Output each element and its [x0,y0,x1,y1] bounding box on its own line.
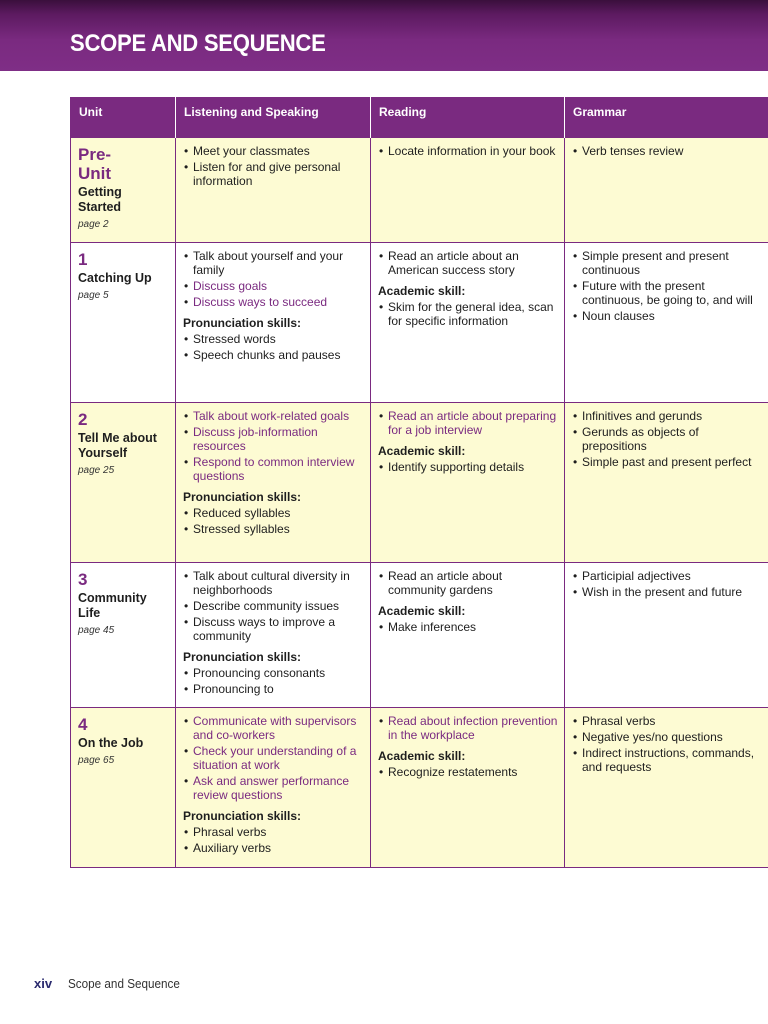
list-item: • Discuss ways to succeed [183,295,364,309]
unit-number: 1 [78,250,88,269]
reading-cell [371,138,565,243]
academic-list [378,300,558,328]
grammar-list [572,409,763,469]
listening-list [183,409,364,483]
grammar-cell [565,563,768,708]
list-item: • Future with the present continuous, be going to, and will [572,279,763,307]
list-item: • Discuss ways to improve a community [183,615,364,643]
reading-list [378,144,558,158]
list-item: • Ask and answer performance review questions [183,774,364,802]
listening-speaking-cell [176,563,371,708]
reading-cell [371,243,565,403]
list-item: • Read an article about community gardens [378,569,558,597]
grammar-cell [565,138,768,243]
grammar-list [572,249,763,323]
list-item: • Participial adjectives [572,569,763,583]
list-item: • Talk about work-related goals [183,409,364,423]
list-item: • Talk about cultural diversity in neighborhoods [183,569,364,597]
academic-list [378,620,558,634]
unit-cell [71,563,176,708]
footer-section-title: Scope and Sequence [67,976,180,991]
unit-cell [71,708,176,868]
pronunciation-skills-label: Pronunciation skills: [183,316,302,330]
reading-cell [371,708,565,868]
listening-list [183,144,364,188]
list-item: • Infinitives and gerunds [572,409,763,423]
pronunciation-skills-label: Pronunciation skills: [183,650,302,664]
list-item: • Pronouncing consonants [183,666,364,680]
unit-number: 3 [78,570,88,589]
unit-cell [71,243,176,403]
grammar-cell [565,243,768,403]
list-item: • Negative yes/no questions [572,730,763,744]
pronunciation-skills-label: Pronunciation skills: [183,809,302,823]
list-item: • Pronouncing to [183,682,364,696]
academic-list [378,765,558,779]
unit-number: Pre- Unit [78,145,112,183]
listening-list [183,249,364,309]
list-item: • Phrasal verbs [183,825,364,839]
column-header-grammar: Grammar [565,97,768,138]
page-header-band [0,0,768,71]
reading-list [378,714,558,742]
pronunciation-list [183,332,364,362]
unit-page-ref: page 5 [78,290,109,301]
unit-title: Getting Started [78,185,122,214]
unit-page-ref: page 45 [78,625,115,636]
reading-list [378,249,558,277]
list-item: • Simple past and present perfect [572,455,763,469]
pronunciation-list [183,825,364,855]
pronunciation-skills-label: Pronunciation skills: [183,490,302,504]
academic-skill-label: Academic skill: [378,444,466,458]
list-item: • Talk about yourself and your family [183,249,364,277]
list-item: • Describe community issues [183,599,364,613]
list-item: • Recognize restatements [378,765,558,779]
column-header-reading: Reading [371,97,565,138]
table-header-row [71,97,768,138]
unit-page-ref: page 25 [78,465,115,476]
list-item: • Identify supporting details [378,460,558,474]
reading-list [378,409,558,437]
list-item: • Listen for and give personal information [183,160,364,188]
unit-title: Catching Up [78,271,152,285]
grammar-cell [565,708,768,868]
listening-speaking-cell [176,403,371,563]
list-item: • Stressed words [183,332,364,346]
unit-title: On the Job [78,736,144,750]
table-row [71,708,768,868]
list-item: • Speech chunks and pauses [183,348,364,362]
unit-cell [71,403,176,563]
page-title: SCOPE AND SEQUENCE [70,30,326,57]
unit-number: 2 [78,410,88,429]
academic-skill-label: Academic skill: [378,604,466,618]
list-item: • Discuss job-information resources [183,425,364,453]
list-item: • Simple present and present continuous [572,249,763,277]
list-item: • Stressed syllables [183,522,364,536]
footer-page-number: xiv [34,976,53,991]
list-item: • Verb tenses review [572,144,763,158]
unit-title: Tell Me about Yourself [78,431,157,460]
list-item: • Read an article about an American success story [378,249,558,277]
page-footer [34,976,192,991]
pronunciation-list [183,666,364,696]
list-item: • Indirect instructions, commands, and requests [572,746,763,774]
table-row [71,403,768,563]
listening-speaking-cell [176,708,371,868]
list-item: • Locate information in your book [378,144,558,158]
academic-list [378,460,558,474]
pronunciation-list [183,506,364,536]
list-item: • Discuss goals [183,279,364,293]
listening-speaking-cell [176,138,371,243]
unit-page-ref: page 65 [78,755,115,766]
table-row [71,243,768,403]
list-item: • Make inferences [378,620,558,634]
unit-number: 4 [78,715,88,734]
list-item: • Read about infection prevention in the workplace [378,714,558,742]
listening-list [183,714,364,802]
academic-skill-label: Academic skill: [378,749,466,763]
grammar-list [572,714,763,774]
unit-cell [71,138,176,243]
list-item: • Gerunds as objects of prepositions [572,425,763,453]
list-item: • Meet your classmates [183,144,364,158]
list-item: • Check your understanding of a situation at work [183,744,364,772]
list-item: • Read an article about preparing for a job interview [378,409,558,437]
list-item: • Respond to common interview questions [183,455,364,483]
list-item: • Reduced syllables [183,506,364,520]
table-row [71,563,768,708]
table-row [71,138,768,243]
listening-speaking-cell [176,243,371,403]
listening-list [183,569,364,643]
column-header-unit: Unit [71,97,176,138]
unit-page-ref: page 2 [78,219,109,230]
list-item: • Skim for the general idea, scan for specific information [378,300,558,328]
grammar-list [572,144,763,158]
academic-skill-label: Academic skill: [378,284,466,298]
grammar-list [572,569,763,599]
list-item: • Auxiliary verbs [183,841,364,855]
grammar-cell [565,403,768,563]
column-header-listening: Listening and Speaking [176,97,371,138]
reading-list [378,569,558,597]
unit-title: Community Life [78,591,147,620]
list-item: • Communicate with supervisors and co-workers [183,714,364,742]
reading-cell [371,403,565,563]
scope-sequence-table [70,97,768,868]
list-item: • Wish in the present and future [572,585,763,599]
reading-cell [371,563,565,708]
list-item: • Phrasal verbs [572,714,763,728]
list-item: • Noun clauses [572,309,763,323]
